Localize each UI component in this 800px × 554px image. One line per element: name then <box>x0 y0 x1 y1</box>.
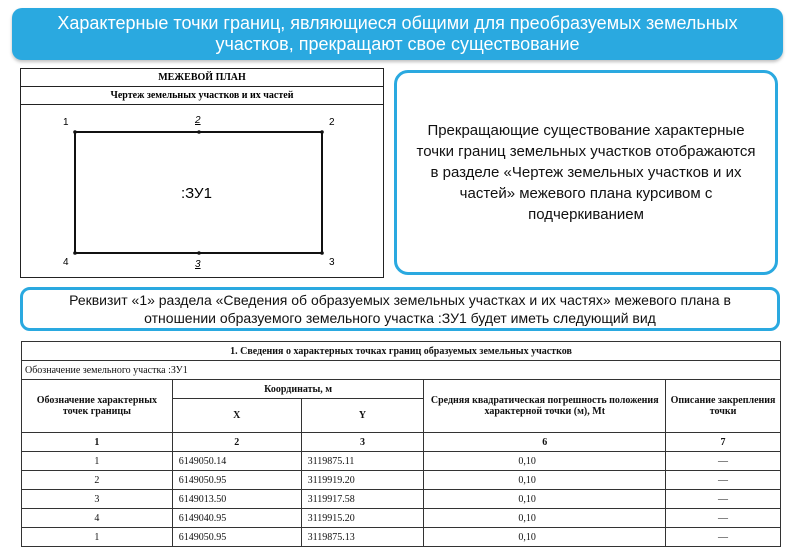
col-number: 1 <box>22 433 173 452</box>
points-table <box>21 341 781 547</box>
cell-error: 0,10 <box>424 509 666 528</box>
col-number: 7 <box>666 433 781 452</box>
col-number: 3 <box>301 433 424 452</box>
cell-point: 2 <box>22 471 173 490</box>
cell-y: 3119919.20 <box>301 471 424 490</box>
parcel-designation: Обозначение земельного участка :ЗУ1 <box>22 361 781 380</box>
parcel-label: :ЗУ1 <box>181 185 212 202</box>
point-label-2: 2 <box>329 117 335 128</box>
cell-error: 0,10 <box>424 528 666 547</box>
table-row <box>22 452 781 471</box>
note-box <box>20 287 780 331</box>
cell-fix: — <box>666 471 781 490</box>
plan-subheader: Чертеж земельных участков и их частей <box>21 87 383 105</box>
col-x-header: X <box>172 399 301 433</box>
survey-plan <box>20 68 384 278</box>
cell-fix: — <box>666 528 781 547</box>
cell-y: 3119915.20 <box>301 509 424 528</box>
banner-title: Характерные точки границ, являющиеся общими для преобразуемых земельных участков, прекращают свое существование <box>57 13 738 54</box>
point-marker <box>197 130 201 134</box>
cell-error: 0,10 <box>424 471 666 490</box>
cell-point: 1 <box>22 452 173 471</box>
cell-x: 6149013.50 <box>172 490 301 509</box>
col-y-header: Y <box>301 399 424 433</box>
cell-point: 3 <box>22 490 173 509</box>
col-fix-header: Описание закрепления точки <box>666 380 781 433</box>
point-label-4: 4 <box>63 257 69 268</box>
title-banner <box>12 8 783 60</box>
info-text: Прекращающие существование характерные точки границ земельных участков отображаются в разделе «Чертеж земельных участков и их частей» межевого плана курсивом с подчеркиванием <box>416 122 756 223</box>
point-label-3: 3 <box>329 257 335 268</box>
cell-error: 0,10 <box>424 490 666 509</box>
parcel-drawing <box>21 105 383 277</box>
point-label-3-removed: 3 <box>195 259 201 270</box>
cell-y: 3119917.58 <box>301 490 424 509</box>
note-text: Реквизит «1» раздела «Сведения об образуемых земельных участках и их частях» межевого плана в отношении образуемого земельного участка :ЗУ1 будет иметь следующий вид <box>69 292 731 326</box>
col-number: 6 <box>424 433 666 452</box>
col-number: 2 <box>172 433 301 452</box>
table-row <box>22 528 781 547</box>
point-marker <box>320 130 324 134</box>
cell-error: 0,10 <box>424 452 666 471</box>
plan-header: МЕЖЕВОЙ ПЛАН <box>21 69 383 87</box>
col-error-header: Средняя квадратическая погрешность положения характерной точки (м), Mt <box>424 380 666 433</box>
cell-x: 6149050.95 <box>172 471 301 490</box>
table-row <box>22 490 781 509</box>
cell-fix: — <box>666 509 781 528</box>
cell-y: 3119875.13 <box>301 528 424 547</box>
cell-x: 6149050.14 <box>172 452 301 471</box>
col-point-header: Обозначение характерных точек границы <box>22 380 173 433</box>
cell-x: 6149040.95 <box>172 509 301 528</box>
table-row <box>22 471 781 490</box>
table-row <box>22 509 781 528</box>
cell-point: 1 <box>22 528 173 547</box>
cell-fix: — <box>666 452 781 471</box>
info-box <box>394 70 778 275</box>
col-coords-header: Координаты, м <box>172 380 424 399</box>
cell-point: 4 <box>22 509 173 528</box>
point-marker <box>197 251 201 255</box>
point-marker <box>73 251 77 255</box>
point-marker <box>73 130 77 134</box>
point-label-2-removed: 2 <box>195 115 201 126</box>
cell-x: 6149050.95 <box>172 528 301 547</box>
point-label-1: 1 <box>63 117 69 128</box>
cell-y: 3119875.11 <box>301 452 424 471</box>
cell-fix: — <box>666 490 781 509</box>
point-marker <box>320 251 324 255</box>
table-title: 1. Сведения о характерных точках границ образуемых земельных участков <box>22 342 781 361</box>
